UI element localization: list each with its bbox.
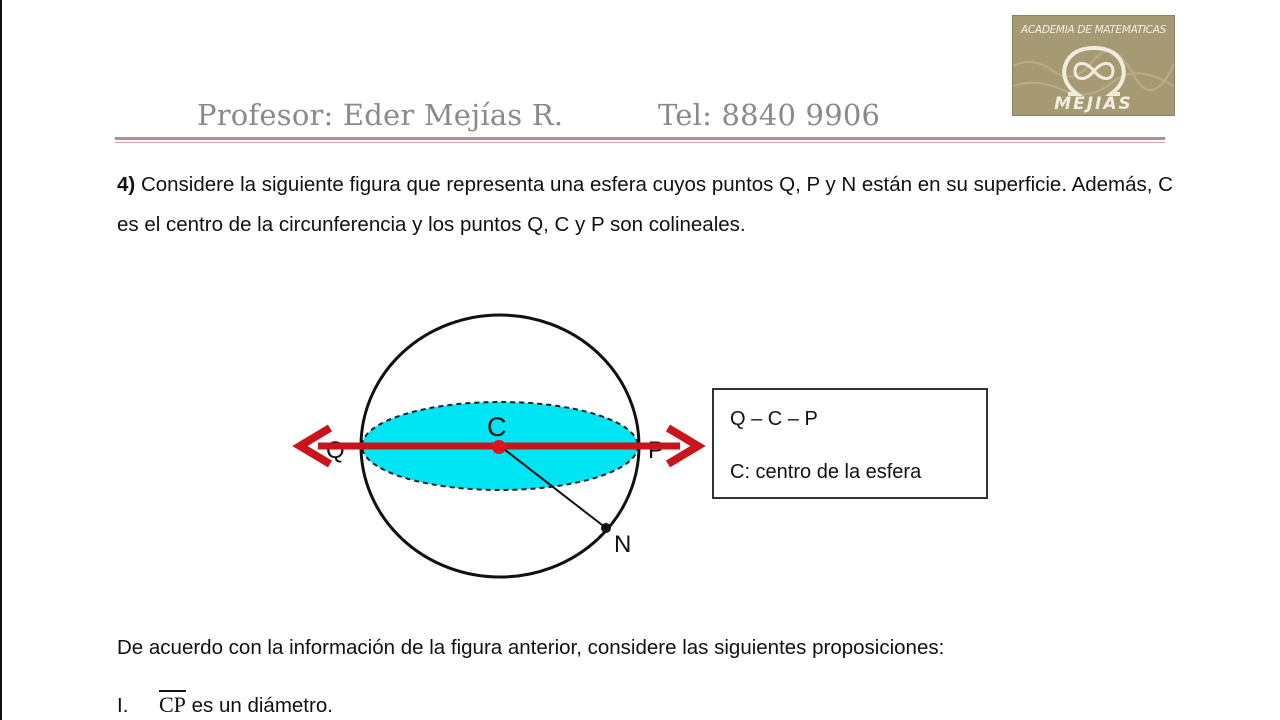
professor-name: Profesor: Eder Mejías R. bbox=[197, 98, 564, 132]
info-collinear: Q – C – P bbox=[730, 408, 818, 430]
label-p: P bbox=[648, 437, 665, 464]
proposition-numeral: I. bbox=[117, 694, 129, 717]
phone-number: Tel: 8840 9906 bbox=[658, 98, 881, 132]
label-c: C bbox=[487, 412, 507, 442]
info-center: C: centro de la esfera bbox=[730, 461, 922, 483]
propositions-prompt: De acuerdo con la información de la figura anterior, considere las siguientes proposiciones: bbox=[117, 636, 945, 659]
problem-text: Considere la siguiente figura que representa una esfera cuyos puntos Q, P y N están en su superficie. Además, C es el centro de la circunferencia y los puntos Q, C y P son colineales. bbox=[117, 173, 1173, 236]
logo-top-text: ACADEMIA DE MATEMATICAS bbox=[1021, 24, 1166, 36]
label-q: Q bbox=[326, 437, 345, 464]
center-point-c bbox=[492, 440, 506, 454]
proposition-text: es un diámetro. bbox=[185, 694, 333, 717]
problem-number: 4) bbox=[117, 173, 136, 196]
info-box bbox=[712, 388, 988, 499]
segment-cp: $\overline{CP}$ bbox=[159, 692, 186, 717]
logo-bottom-text: MEJIAS bbox=[1054, 94, 1133, 114]
label-n: N bbox=[614, 531, 632, 558]
proposition-item bbox=[117, 692, 333, 718]
point-n bbox=[601, 523, 611, 533]
